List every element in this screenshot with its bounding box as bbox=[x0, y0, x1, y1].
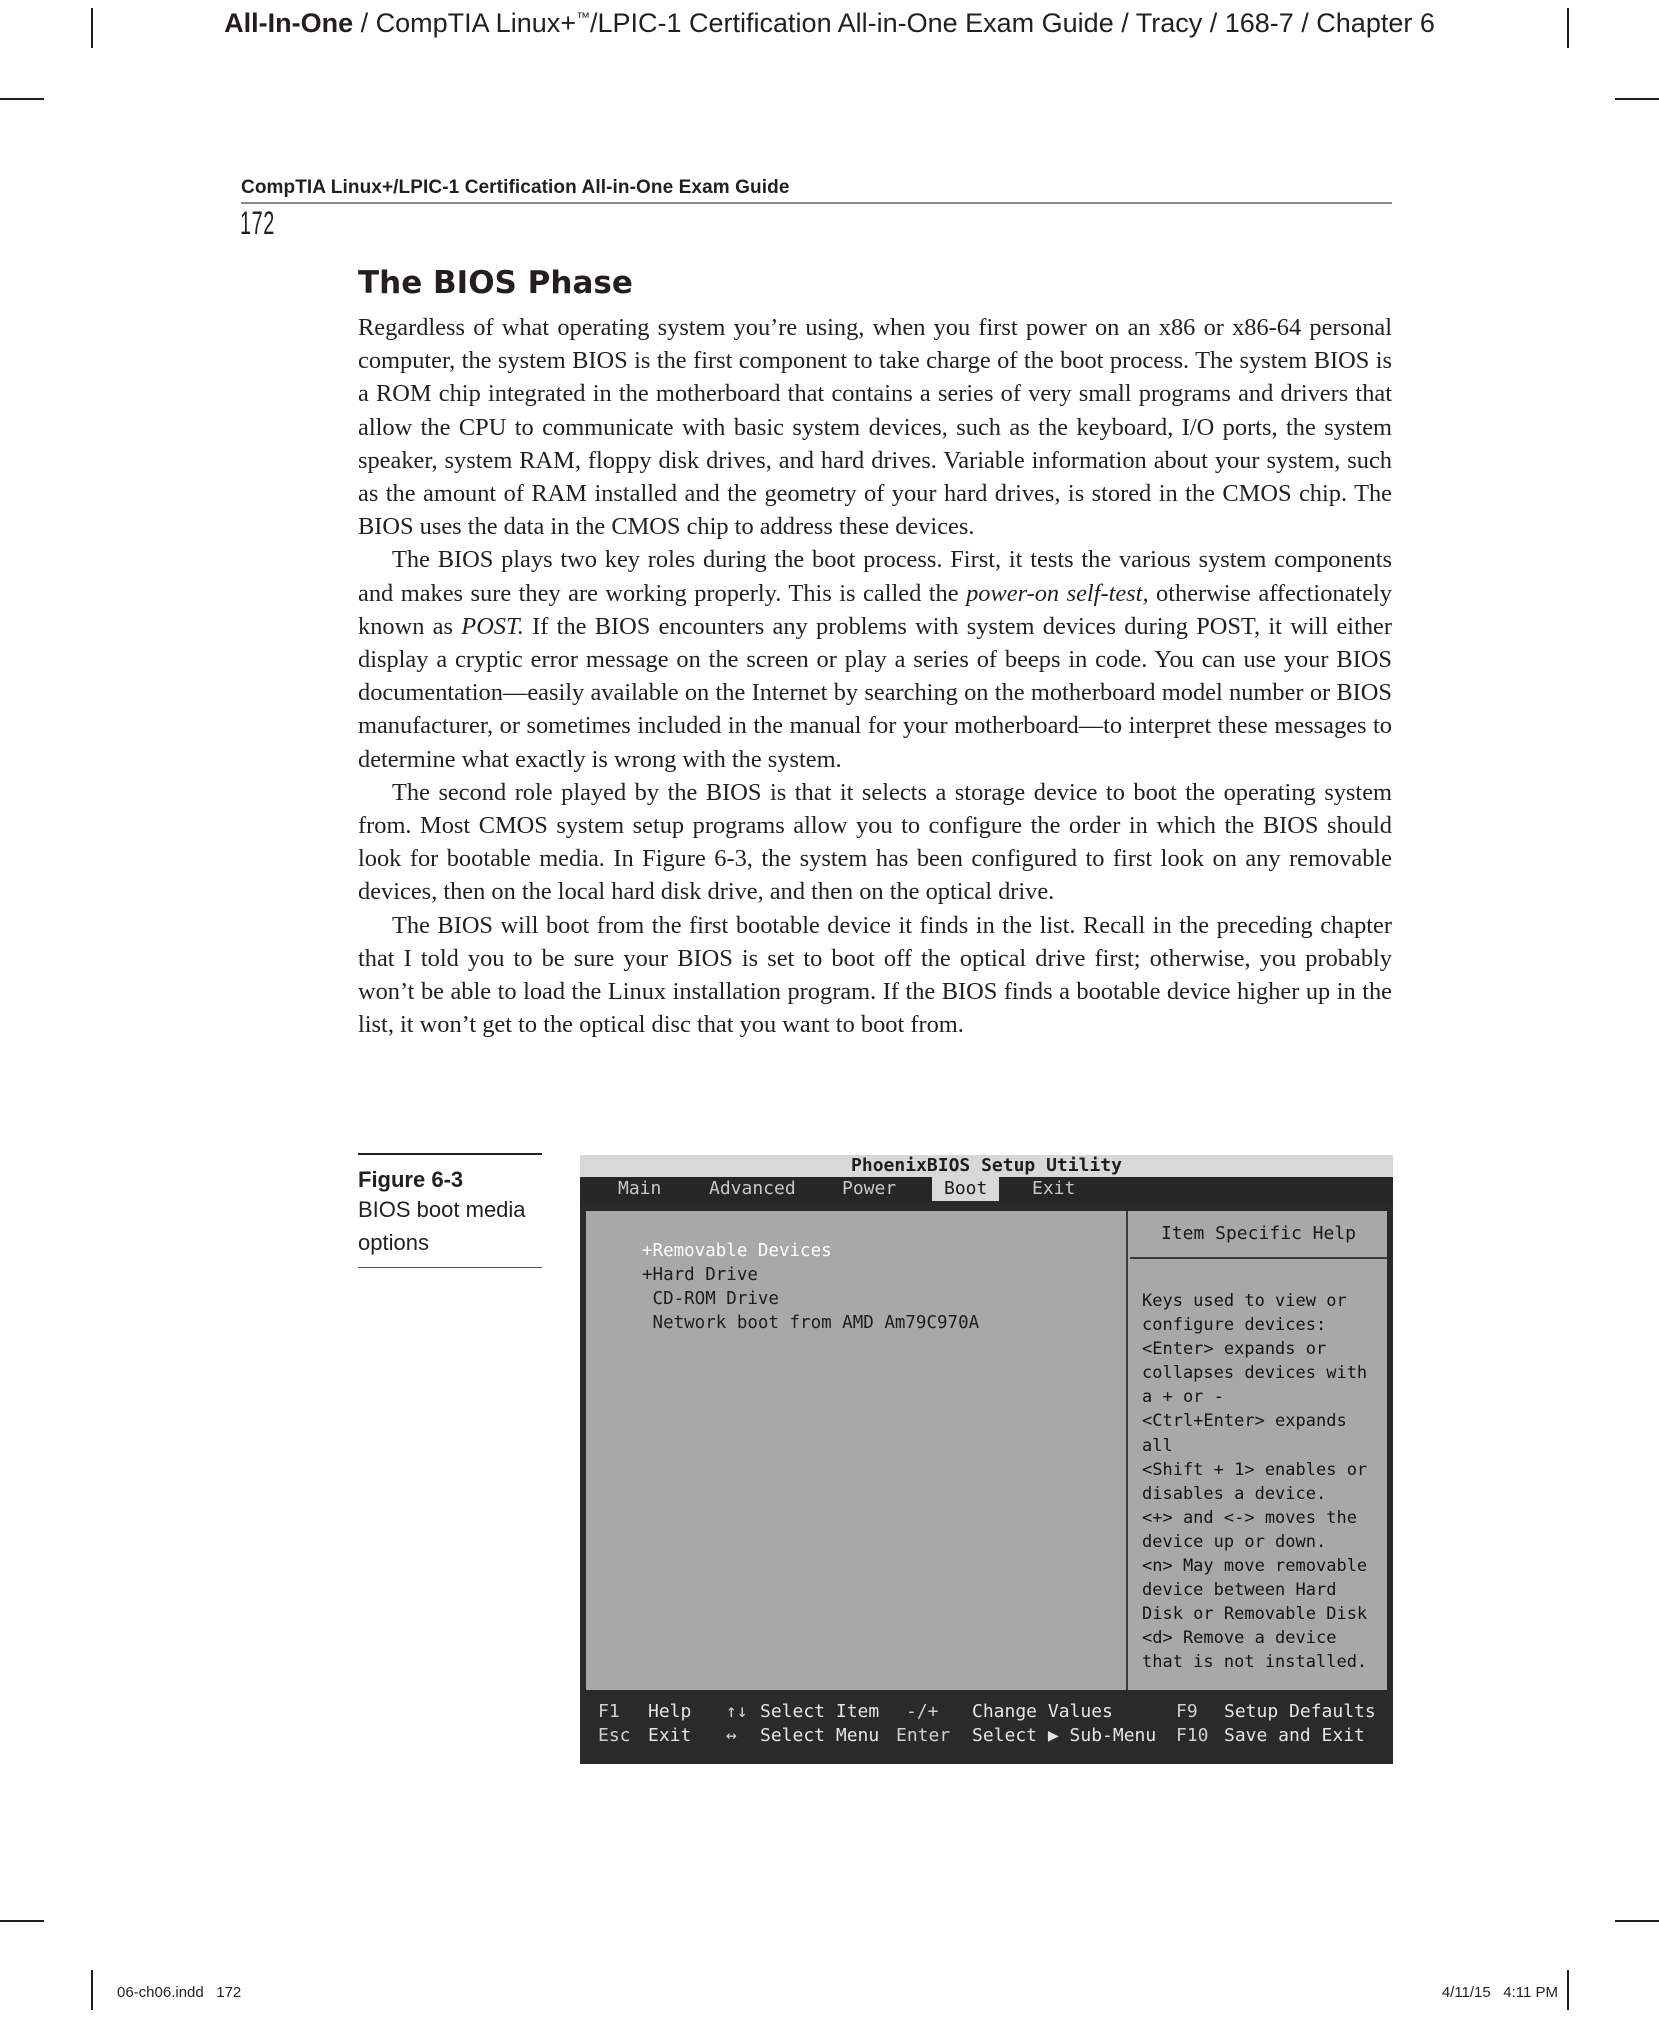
header-rule bbox=[241, 202, 1392, 204]
key-legend-row bbox=[580, 1700, 1393, 1724]
boot-item-network-boot[interactable]: Network boot from AMD Am79C970A bbox=[642, 1313, 980, 1333]
key-f1: F1 bbox=[598, 1701, 620, 1722]
key-enter: Enter bbox=[896, 1725, 951, 1746]
key-f10: F10 bbox=[1176, 1725, 1209, 1746]
key-desc: Exit bbox=[648, 1725, 692, 1746]
bios-title: PhoenixBIOS Setup Utility bbox=[580, 1155, 1393, 1177]
paragraph-text: otherwise affectionately known as bbox=[358, 579, 1392, 640]
key-desc: Save and Exit bbox=[1224, 1725, 1365, 1746]
paragraph bbox=[358, 543, 1392, 775]
bios-key-legend bbox=[580, 1696, 1393, 1764]
crop-mark bbox=[1615, 1920, 1659, 1922]
key-plus-minus: -/+ bbox=[906, 1701, 939, 1722]
boot-order-list bbox=[642, 1239, 979, 1335]
trademark-symbol: ™ bbox=[576, 9, 590, 25]
item-help-title: Item Specific Help bbox=[1130, 1211, 1387, 1259]
term-emphasis: power-on self-test, bbox=[966, 579, 1149, 607]
caption-rule bbox=[358, 1267, 542, 1268]
page-number: 172 bbox=[240, 205, 275, 241]
paragraph: Regardless of what operating system you’re using, when you first power on an x86 or x86-64 personal computer, the system BIOS is the first component to take charge of the boot process. The system BIOS is a ROM chip integrated in the motherboard that contains a series of very small programs and drivers that allow the CPU to communicate with basic system devices, such as the keyboard, I/O ports, the system speaker, system RAM, floppy disk drives, and hard drives. Variable information about your system, such as the amount of RAM installed and the geometry of your hard drives, is stored in the CMOS chip. The BIOS uses the data in the CMOS chip to address these devices. bbox=[358, 314, 1392, 541]
running-head: CompTIA Linux+/LPIC-1 Certification All-in-One Exam Guide bbox=[241, 177, 790, 198]
bios-menu-exit[interactable]: Exit bbox=[1032, 1178, 1076, 1199]
key-esc: Esc bbox=[598, 1725, 631, 1746]
key-desc: Change Values bbox=[972, 1701, 1113, 1722]
file-info: 06-ch06.indd 172 bbox=[117, 1984, 242, 2001]
key-desc: Help bbox=[648, 1701, 692, 1722]
figure-label: Figure 6-3 bbox=[358, 1167, 464, 1192]
key-desc: Setup Defaults bbox=[1224, 1701, 1376, 1722]
bios-menu-advanced[interactable]: Advanced bbox=[709, 1178, 796, 1199]
crop-mark bbox=[0, 98, 44, 100]
key-desc: Select ▶ Sub-Menu bbox=[972, 1725, 1157, 1746]
print-date: 4/11/15 4:11 PM bbox=[1441, 1984, 1558, 2001]
section-title: The BIOS Phase bbox=[358, 265, 633, 301]
paragraph: The BIOS will boot from the first bootable device it finds in the list. Recall in the preceding chapter that I told you to be sure your BIOS is set to boot off the optical drive first; otherwise, you probably won’t be able to load the Linux installation program. If the BIOS finds a bootable device higher up in the list, it won’t get to the optical disc that you want to boot from. bbox=[358, 911, 1392, 1039]
boot-item-hard-drive[interactable]: +Hard Drive bbox=[642, 1265, 758, 1285]
panel-divider bbox=[1126, 1211, 1128, 1690]
boot-item-cdrom-drive[interactable]: CD-ROM Drive bbox=[642, 1289, 779, 1309]
caption-rule bbox=[358, 1153, 542, 1155]
slug-brand: All-In-One bbox=[224, 8, 354, 38]
slug-title: / CompTIA Linux+ bbox=[353, 8, 576, 38]
key-desc: Select Item bbox=[760, 1701, 880, 1722]
slug-line bbox=[90, 8, 1569, 39]
key-arrows-leftright-icon: ↔ bbox=[726, 1725, 737, 1746]
bios-menu-power[interactable]: Power bbox=[842, 1178, 897, 1199]
figure-caption bbox=[358, 1153, 542, 1268]
bios-menu-bar bbox=[580, 1177, 1393, 1201]
bios-main-panel bbox=[584, 1209, 1389, 1692]
key-desc: Select Menu bbox=[760, 1725, 880, 1746]
bios-menu-boot[interactable]: Boot bbox=[932, 1177, 999, 1201]
crop-mark bbox=[91, 1970, 93, 2010]
key-arrows-updown-icon: ↑↓ bbox=[726, 1701, 748, 1722]
crop-mark bbox=[1567, 1970, 1569, 2010]
figure-caption-text: BIOS boot media options bbox=[358, 1197, 526, 1255]
paragraph: The second role played by the BIOS is that it selects a storage device to boot the operating system from. Most CMOS system setup programs allow you to configure the order in which the BIOS should look for bootable media. In Figure 6-3, the system has been configured to first look on any removable devices, then on the local hard disk drive, and then on the optical drive. bbox=[358, 778, 1392, 906]
paragraph-text: If the BIOS encounters any problems with system devices during POST, it will either display a cryptic error message on the screen or play a series of beeps in code. You can use your BIOS documentation—easily available on the Internet by searching on the motherboard model number or BIOS manufacturer, or sometimes included in the manual for your motherboard—to interpret these messages to determine what exactly is wrong with the system. bbox=[358, 612, 1392, 773]
bios-menu-main[interactable]: Main bbox=[618, 1178, 662, 1199]
body-text bbox=[358, 311, 1392, 1041]
crop-mark bbox=[0, 1920, 44, 1922]
term-emphasis: POST. bbox=[461, 612, 524, 640]
crop-mark bbox=[1615, 98, 1659, 100]
slug-rest: /LPIC-1 Certification All-in-One Exam Guide / Tracy / 168-7 / Chapter 6 bbox=[590, 8, 1435, 38]
paragraph-text: The BIOS plays two key roles during the boot process. First, it tests the various system components and makes sure they are working properly. This is called the bbox=[358, 546, 1392, 607]
key-f9: F9 bbox=[1176, 1701, 1198, 1722]
bios-screenshot bbox=[580, 1155, 1393, 1764]
boot-item-removable-devices[interactable]: +Removable Devices bbox=[642, 1241, 832, 1261]
item-help-text: Keys used to view or configure devices: <Enter> expands or collapses devices with a + or - <Ctrl+Enter> expands all <Shift + 1> enables or disables a device. <+> and <-> moves the device up or down. <n> May move removable device between Hard Disk or Removable Disk <d> Remove a device that is not installed. bbox=[1142, 1291, 1368, 1673]
key-legend-row bbox=[580, 1724, 1393, 1748]
